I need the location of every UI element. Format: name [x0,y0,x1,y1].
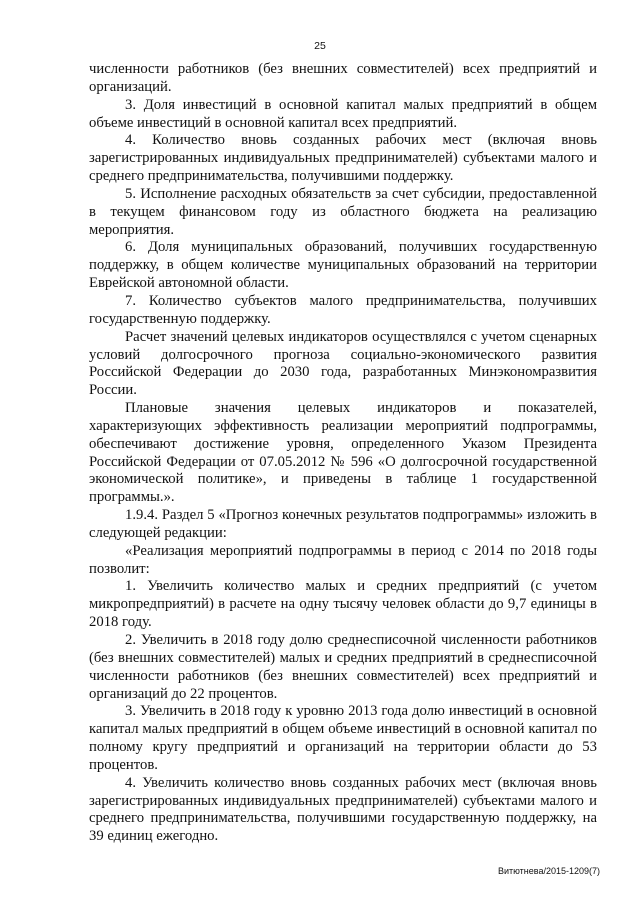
paragraph-result-1: 1. Увеличить количество малых и средних предприятий (с учетом микропредприятий) в расчете на одну тысячу человек области до 9,7 единицы в 2018 году. [89,578,597,631]
paragraph-indicator-4: 4. Количество вновь созданных рабочих мест (включая вновь зарегистрированных индивидуальных предпринимателей) субъектами малого и среднего предпринимательства, получившими поддержку. [89,132,597,185]
paragraph-continuation: численности работников (без внешних совместителей) всех предприятий и организаций. [89,61,597,95]
paragraph-implementation: «Реализация мероприятий подпрограммы в период с 2014 по 2018 годы позволит: [89,542,597,577]
document-footer: Витютнева/2015-1209(7) [497,866,600,876]
paragraph-indicator-7: 7. Количество субъектов малого предпринимательства, получивших государственную поддержку. [89,292,597,327]
paragraph-calculation: Расчет значений целевых индикаторов осуществлялся с учетом сценарных условий долгосрочного прогноза социально-экономического развития Российской Федерации до 2030 года, разработанных Минэкономразвития России. [89,328,597,399]
paragraph-section-1-9-4: 1.9.4. Раздел 5 «Прогноз конечных результатов подпрограммы» изложить в следующей редакции: [89,507,597,541]
document-body [89,61,597,846]
paragraph-indicator-5: 5. Исполнение расходных обязательств за счет субсидии, предоставленной в текущем финансовом году из областного бюджета на реализацию мероприятия. [89,185,597,238]
paragraph-indicator-6: 6. Доля муниципальных образований, получивших государственную поддержку, в общем количестве муниципальных образований на территории Еврейской автономной области. [89,239,597,292]
page-number: 25 [314,40,326,52]
paragraph-planned-values: Плановые значения целевых индикаторов и показателей, характеризующих эффективность реализации мероприятий подпрограммы, обеспечивают достижение уровня, определенного Указом Президента Российской Федерации от 07.05.2012 № 596 «О долгосрочной государственной экономической политике», и приведены в таблице 1 государственной программы.». [89,400,597,506]
paragraph-result-3: 3. Увеличить в 2018 году к уровню 2013 года долю инвестиций в основной капитал малых предприятий в общем объеме инвестиций в основной капитал по полному кругу предприятий и организаций на территории области до 53 процентов. [89,703,597,773]
paragraph-result-4: 4. Увеличить количество вновь созданных рабочих мест (включая вновь зарегистрированных индивидуальных предпринимателей) субъектами малого и среднего предпринимательства, получившими государственную поддержку, на 39 единиц ежегодно. [89,774,597,845]
paragraph-indicator-3: 3. Доля инвестиций в основной капитал малых предприятий в общем объеме инвестиций в основной капитал всех предприятий. [89,96,597,131]
paragraph-result-2: 2. Увеличить в 2018 году долю среднесписочной численности работников (без внешних совместителей) малых и средних предприятий в среднесписочной численности работников (без внешних совместителей) всех предприятий и организаций до 22 процентов. [89,632,597,702]
